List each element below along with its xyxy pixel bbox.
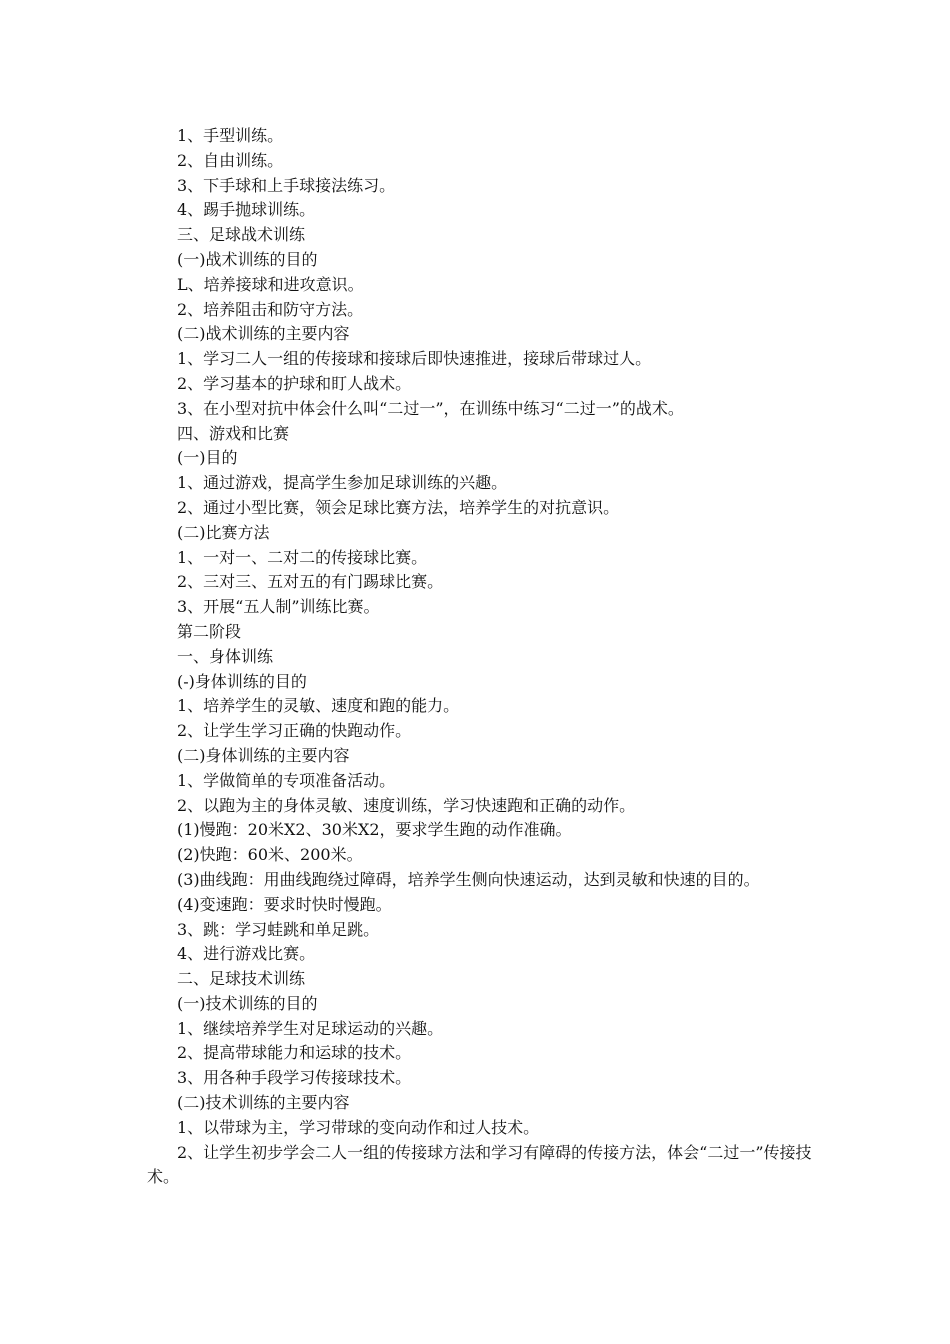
paragraph-line: 2、学习基本的护球和盯人战术。	[177, 373, 412, 393]
paragraph-line: (1)慢跑：20米X2、30米X2，要求学生跑的动作准确。	[177, 820, 572, 840]
paragraph-line: 1、培养学生的灵敏、速度和跑的能力。	[177, 696, 460, 716]
paragraph-line: 1、一对一、二对二的传接球比赛。	[177, 547, 428, 567]
subsection-heading: (二)比赛方法	[177, 522, 270, 542]
paragraph-line: 2、培养阻击和防守方法。	[177, 299, 364, 319]
section-heading: 一、身体训练	[177, 646, 274, 666]
paragraph-line: 2、三对三、五对五的有门踢球比赛。	[177, 572, 444, 592]
paragraph-line: 1、学做简单的专项准备活动。	[177, 770, 396, 790]
paragraph-line: 4、踢手抛球训练。	[177, 200, 316, 220]
section-heading: 三、足球战术训练	[177, 225, 306, 245]
subsection-heading: (-)身体训练的目的	[177, 671, 307, 691]
paragraph-line: L、培养接球和进攻意识。	[177, 274, 364, 294]
paragraph-line: 3、用各种手段学习传接球技术。	[177, 1068, 412, 1088]
subsection-heading: (二)技术训练的主要内容	[177, 1093, 350, 1113]
paragraph-line: 1、继续培养学生对足球运动的兴趣。	[177, 1018, 444, 1038]
paragraph-line: 3、在小型对抗中体会什么叫“二过一”，在训练中练习“二过一”的战术。	[177, 398, 684, 418]
subsection-heading: (一)战术训练的目的	[177, 249, 318, 269]
paragraph-line: 3、下手球和上手球接法练习。	[177, 175, 396, 195]
paragraph-line: 3、跳：学习蛙跳和单足跳。	[177, 919, 380, 939]
paragraph-line: (2)快跑：60米、200米。	[177, 845, 363, 865]
paragraph-line: 2、提高带球能力和运球的技术。	[177, 1043, 412, 1063]
paragraph-line: (3)曲线跑：用曲线跑绕过障碍，培养学生侧向快速运动，达到灵敏和快速的目的。	[177, 869, 760, 889]
section-heading: 四、游戏和比赛	[177, 423, 290, 443]
subsection-heading: (一)技术训练的目的	[177, 993, 318, 1013]
paragraph-line: 1、通过游戏，提高学生参加足球训练的兴趣。	[177, 473, 508, 493]
paragraph-line: 2、通过小型比赛，领会足球比赛方法，培养学生的对抗意识。	[177, 497, 620, 517]
section-heading: 二、足球技术训练	[177, 969, 306, 989]
subsection-heading: (二)战术训练的主要内容	[177, 324, 350, 344]
paragraph-line: 1、学习二人一组的传接球和接球后即快速推进，接球后带球过人。	[177, 349, 652, 369]
subsection-heading: (二)身体训练的主要内容	[177, 745, 350, 765]
paragraph-line: 4、进行游戏比赛。	[177, 944, 316, 964]
paragraph-line: 1、手型训练。	[177, 126, 284, 145]
document-body	[147, 124, 812, 1190]
paragraph-line: 2、以跑为主的身体灵敏、速度训练，学习快速跑和正确的动作。	[177, 795, 636, 815]
paragraph-line: 2、让学生学习正确的快跑动作。	[177, 721, 412, 741]
paragraph-line: 1、以带球为主，学习带球的变向动作和过人技术。	[177, 1117, 540, 1137]
subsection-heading: (一)目的	[177, 448, 238, 468]
stage-heading: 第二阶段	[177, 621, 242, 641]
paragraph-line: (4)变速跑：要求时快时慢跑。	[177, 894, 392, 914]
paragraph-line: 2、自由训练。	[177, 150, 284, 170]
paragraph-line: 2、让学生初步学会二人一组的传接球方法和学习有障碍的传接方法，体会“二过一”传接技术。	[147, 1142, 812, 1187]
paragraph-line: 3、开展“五人制”训练比赛。	[177, 597, 380, 617]
